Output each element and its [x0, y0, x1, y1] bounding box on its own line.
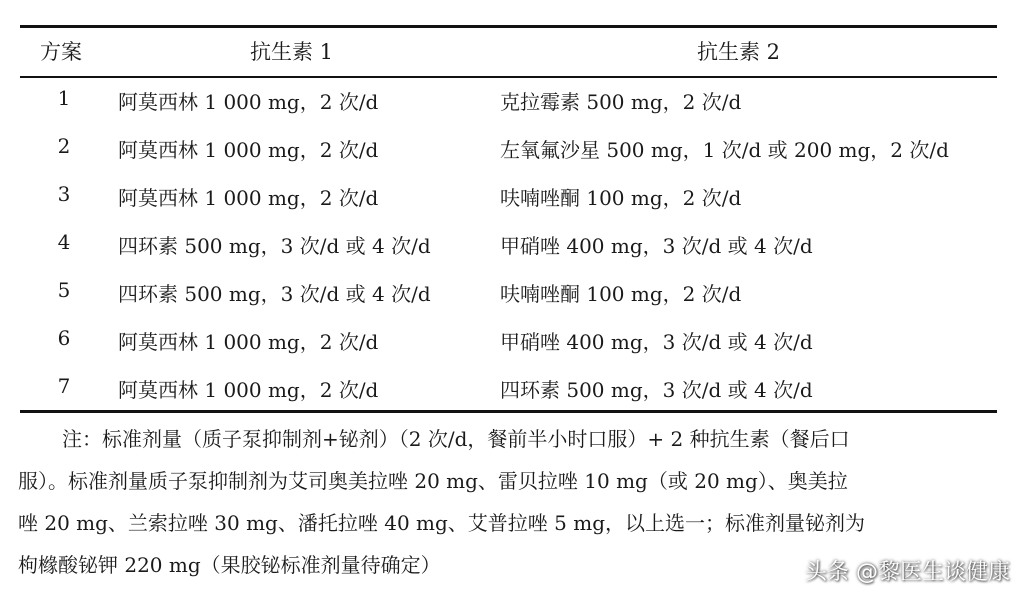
antibiotic-2-cell: 呋喃唑酮 100 mg，2 次/d: [500, 282, 742, 306]
table-row: [0, 318, 1026, 366]
header-antibiotic-2: 抗生素 2: [697, 40, 781, 64]
table-row: [0, 126, 1026, 174]
scheme-number: 4: [57, 230, 71, 254]
header-antibiotic-1: 抗生素 1: [250, 40, 334, 64]
footnote-line: 唑 20 mg、兰索拉唑 30 mg、潘托拉唑 40 mg、艾普拉唑 5 mg，以上选一；标准剂量铋剂为: [18, 511, 866, 535]
footnote-line: 枸橼酸铋钾 220 mg（果胶铋标准剂量待确定）: [18, 553, 441, 577]
footnote-line: 注：标准剂量（质子泵抑制剂+铋剂）（2 次/d，餐前半小时口服）+ 2 种抗生素（餐后口: [62, 427, 850, 451]
scheme-number: 1: [57, 86, 71, 110]
antibiotic-1-cell: 四环素 500 mg，3 次/d 或 4 次/d: [118, 282, 431, 306]
antibiotic-1-cell: 阿莫西林 1 000 mg，2 次/d: [118, 330, 379, 354]
header-scheme: 方案: [40, 40, 82, 64]
table-body: [0, 78, 1026, 414]
antibiotic-2-cell: 克拉霉素 500 mg，2 次/d: [500, 90, 742, 114]
antibiotic-2-cell: 甲硝唑 400 mg，3 次/d 或 4 次/d: [500, 330, 813, 354]
scheme-number: 5: [57, 278, 71, 302]
table-row: [0, 366, 1026, 414]
footnote-line: 服）。标准剂量质子泵抑制剂为艾司奥美拉唑 20 mg、雷贝拉唑 10 mg（或 20 mg）、奥美拉: [18, 469, 848, 493]
scheme-number: 3: [57, 182, 71, 206]
antibiotic-1-cell: 阿莫西林 1 000 mg，2 次/d: [118, 186, 379, 210]
scheme-number: 6: [57, 326, 71, 350]
antibiotic-1-cell: 阿莫西林 1 000 mg，2 次/d: [118, 90, 379, 114]
scheme-number: 2: [57, 134, 71, 158]
table-row: [0, 174, 1026, 222]
antibiotic-1-cell: 阿莫西林 1 000 mg，2 次/d: [118, 138, 379, 162]
antibiotic-2-cell: 呋喃唑酮 100 mg，2 次/d: [500, 186, 742, 210]
table-row: [0, 78, 1026, 126]
antibiotic-1-cell: 阿莫西林 1 000 mg，2 次/d: [118, 378, 379, 402]
antibiotic-2-cell: 甲硝唑 400 mg，3 次/d 或 4 次/d: [500, 234, 813, 258]
table-row: [0, 222, 1026, 270]
source-watermark: 头条 @黎医生谈健康: [805, 560, 1010, 585]
scheme-number: 7: [57, 374, 71, 398]
antibiotic-2-cell: 四环素 500 mg，3 次/d 或 4 次/d: [500, 378, 813, 402]
table-header-row: [0, 28, 1026, 76]
antibiotic-1-cell: 四环素 500 mg，3 次/d 或 4 次/d: [118, 234, 431, 258]
antibiotic-2-cell: 左氧氟沙星 500 mg，1 次/d 或 200 mg，2 次/d: [500, 138, 949, 162]
table-bottom-rule: [20, 410, 997, 413]
table-row: [0, 270, 1026, 318]
